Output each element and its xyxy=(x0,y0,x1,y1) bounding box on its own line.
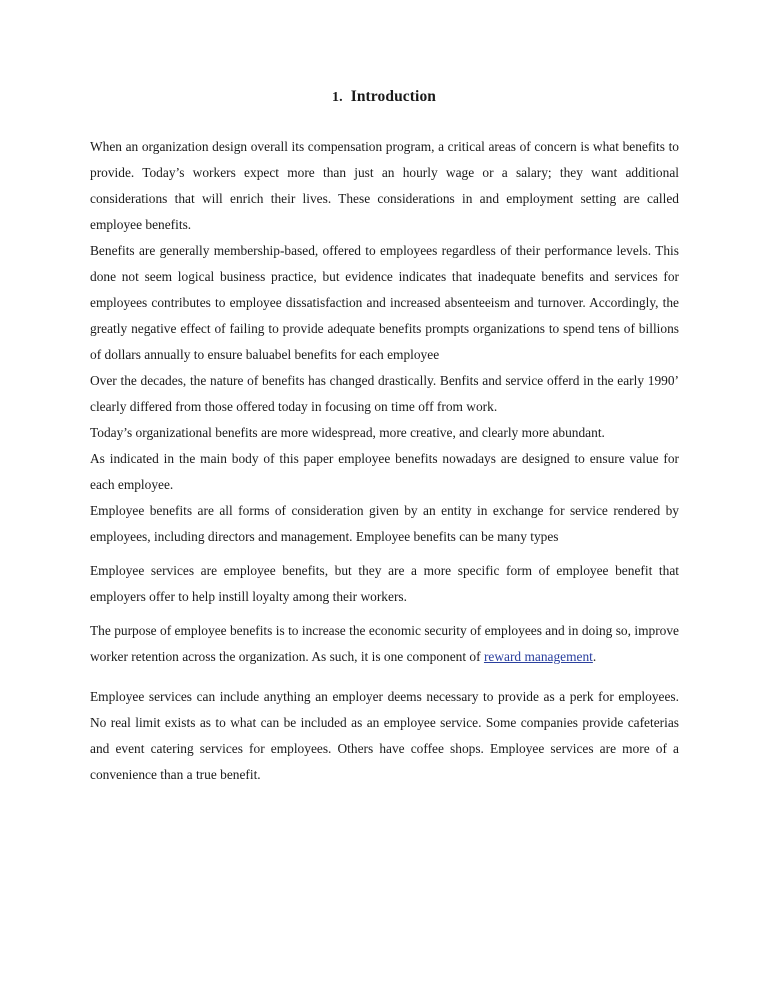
paragraph: Today’s organizational benefits are more widespread, more creative, and clearly more abundant. xyxy=(90,425,605,440)
paragraph-end: . xyxy=(592,649,597,664)
paragraph: As indicated in the main body of this paper employee benefits nowadays are designed to ensure value for each employee. xyxy=(90,451,679,492)
paragraph: When an organization design overall its compensation program, a critical areas of concern is what benefits to provide. Today’s workers expect more than just an hourly wage or a salary; they want additional considerations that will enrich their lives. These considerations in and employment setting are called employee benefits. xyxy=(90,139,679,232)
section-title: Introduction xyxy=(350,88,437,105)
paragraph-with-link xyxy=(90,618,679,670)
paragraph: Employee services can include anything an employer deems necessary to provide as a perk for employees. No real limit exists as to what can be included as an employee service. Some companies provide cafeterias and event catering services for employees. Others have coffee shops. Employee services are more of a convenience than a true benefit. xyxy=(90,689,679,782)
document-body xyxy=(90,134,679,788)
reward-management-link[interactable]: reward management xyxy=(483,649,593,664)
paragraph: Employee services are employee benefits, but they are a more specific form of employee benefit that employers offer to help instill loyalty among their workers. xyxy=(90,563,679,604)
paragraph: Employee benefits are all forms of consideration given by an entity in exchange for service rendered by employees, including directors and management. Employee benefits can be many types xyxy=(90,503,679,544)
paragraph-text: The purpose of employee benefits is to increase the economic security of employees and in doing so, improve worker retention across the organization. As such, it is one component of xyxy=(90,623,679,664)
section-number: 1. xyxy=(331,90,343,105)
paragraph: Over the decades, the nature of benefits has changed drastically. Benfits and service offerd in the early 1990’ clearly differed from those offered today in focusing on time off from work. xyxy=(90,373,679,414)
section-heading xyxy=(0,88,768,106)
paragraph: Benefits are generally membership-based, offered to employees regardless of their performance levels. This done not seem logical business practice, but evidence indicates that inadequate benefits and services for employees contributes to employee dissatisfaction and increased absenteeism and turnover. Accordingly, the greatly negative effect of failing to provide adequate benefits prompts organizations to spend tens of billions of dollars annually to ensure baluabel benefits for each employee xyxy=(90,243,679,362)
